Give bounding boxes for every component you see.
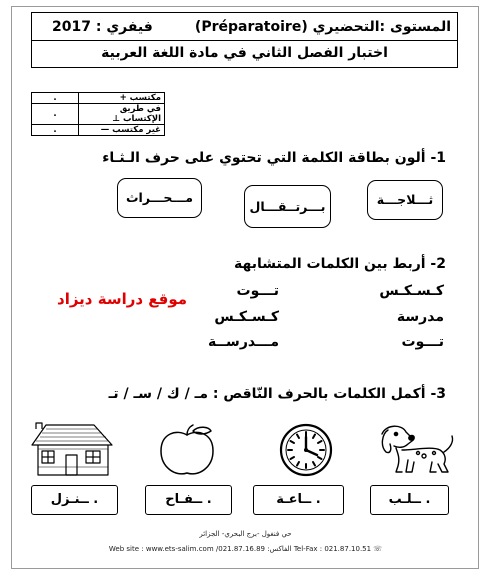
match-word-left: مدرسة: [396, 309, 444, 325]
q2-title: 2- أربط بين الكلمات المتشابهة: [233, 256, 446, 272]
footer-address: حي فنغول -برج البحري- الجزائر: [199, 530, 292, 538]
legend-row: [32, 93, 165, 104]
footer-contact: Web site : www.ets-salim.com /021.87.16.89 :الفاكس Tel-Fax : 021.87.10.51 ☏: [108, 545, 383, 553]
legend-row: [32, 125, 165, 136]
word-card[interactable]: مـــحـــراث: [117, 178, 202, 218]
match-word-right: كـسـكـس: [214, 309, 279, 325]
exam-title: اختبار الفصل الثاني في مادة اللغة العربية: [101, 45, 388, 61]
match-word-right: تـــوت: [236, 283, 279, 299]
word-card[interactable]: ثـــلاجـــة: [367, 180, 443, 220]
q3-title: 3- أكمل الكلمات بالحرف النّاقص : مـ / ك / سـ / تـ: [108, 386, 446, 402]
answer-box[interactable]: . ــلـب: [370, 485, 449, 515]
legend-label: غير مكتسب —: [79, 125, 165, 136]
answer-box[interactable]: . ــنـزل: [31, 485, 118, 515]
legend-mark: .: [32, 125, 79, 136]
header-divider: [31, 40, 458, 41]
answer-box[interactable]: . ــاعـة: [253, 485, 344, 515]
level-label: المستوى :التحضيري (Préparatoire): [194, 19, 451, 35]
word-card[interactable]: بـــرتــقـــال: [244, 185, 331, 228]
legend-label: في طريق الإكتساب ⊥: [79, 104, 165, 125]
match-word-left: كـسـكـس: [379, 283, 444, 299]
house-icon: [28, 419, 116, 479]
q1-title: 1- ألون بطاقة الكلمة التي تحتوي على حرف الـثـاء: [102, 150, 446, 166]
assessment-legend: [31, 92, 165, 136]
legend-mark: .: [32, 93, 79, 104]
legend-label: مكتسب +: [79, 93, 165, 104]
dog-icon: [374, 420, 458, 478]
legend-mark: .: [32, 104, 79, 125]
match-word-left: تـــوت: [401, 334, 444, 350]
answer-box[interactable]: . ــفـاح: [145, 485, 232, 515]
match-word-right: مـــدرســة: [208, 334, 279, 350]
date-label: فيفري : 2017: [52, 19, 153, 35]
clock-icon: [276, 421, 336, 479]
watermark-text: موقع دراسة ديزاد: [57, 290, 188, 308]
legend-row: [32, 104, 165, 125]
apple-icon: [155, 423, 219, 479]
